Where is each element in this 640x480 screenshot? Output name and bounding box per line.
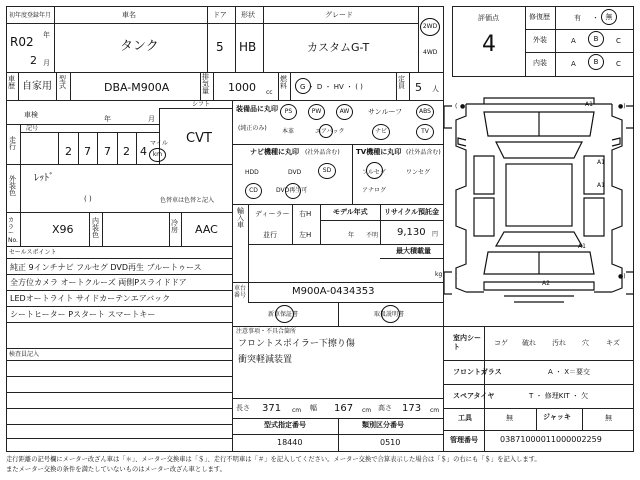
repair-yes: 有 [574, 14, 581, 22]
seat-opt-hole: 穴 [582, 339, 589, 347]
tv-oneseg: ワンセグ [406, 169, 431, 176]
capacity-value: 5 [415, 81, 422, 94]
model-value: DBA-M900A [104, 81, 170, 94]
fuel-selected-circle [295, 78, 311, 94]
exterior-grade-label: 外装 [533, 36, 547, 44]
seat-opt-burn: コゲ [494, 339, 508, 347]
equip-navi: ナビ [374, 128, 387, 135]
damage-mark-3: A1 [597, 182, 605, 189]
exterior-grade-c: C [616, 37, 621, 45]
fullseg-circle [366, 162, 383, 179]
width-value: 167 [334, 403, 354, 414]
first-reg-month: 2 [30, 54, 37, 67]
seat-opt-tear: 破れ [522, 339, 536, 347]
jack-label: ジャッキ [543, 413, 571, 421]
wheel-fr-mark: ●) [618, 103, 626, 110]
frame-value: M900A-0434353 [292, 286, 375, 297]
manual-circle [381, 305, 400, 323]
exterior-grade-a: A [571, 37, 576, 45]
grade-label: グレード [325, 11, 353, 19]
import-dealer: ディーラー [255, 210, 290, 218]
model-year-unit: 年 [348, 232, 355, 239]
displacement-unit: cc [266, 89, 273, 96]
displacement-label: 排気量 [202, 73, 209, 95]
repair-no: 無 [605, 12, 613, 21]
selling-point-line-4: シートヒーター Pスタート スマートキー [10, 310, 156, 319]
month-unit: 月 [43, 59, 50, 67]
model-year-unknown: 不明 [366, 232, 379, 239]
equip-airbag: エアバック [315, 128, 345, 135]
drive-4wd: 4WD [423, 49, 438, 56]
equip-tv: TV [421, 128, 429, 135]
equip-leather: 本革 [282, 128, 295, 135]
model-year-label: モデル年式 [333, 208, 368, 216]
wheel-fl-mark: ( [455, 103, 458, 110]
length-unit: cm [292, 407, 302, 414]
usage-value: 自家用 [22, 81, 52, 92]
mgmt-no: 03871000011000002259 [500, 435, 602, 444]
wheel-rr-mark: ●) [618, 273, 626, 280]
equip-abs-circle [416, 104, 434, 120]
mileage-label: 走行 [9, 136, 16, 151]
damage-mark-1: A1 [585, 101, 593, 108]
frame-label: 車台番号 [234, 285, 247, 299]
nav-dvd-play: DVD再生可 [276, 187, 308, 194]
nav-label: ナビ機種に丸印 [250, 148, 299, 156]
odometer-digit-6: 4 [140, 145, 147, 158]
car-condition-diagram [444, 76, 634, 326]
equip-ps-circle [280, 104, 297, 120]
drive-2wd-circle [420, 18, 440, 36]
equip-sunroof: サンルーフ [368, 108, 403, 116]
height-label: 高さ [378, 404, 392, 412]
drive-2wd: 2WD [422, 23, 438, 30]
equip-navi-circle [372, 124, 390, 140]
damage-mark-4: A2 [542, 280, 550, 287]
equip-ps: PS [284, 108, 293, 115]
height-value: 173 [402, 403, 422, 414]
odometer-digit-3: 7 [84, 145, 91, 158]
interior-grade-c: C [616, 60, 621, 68]
tv-sub: (社外品含む) [406, 149, 441, 156]
wheel-fl-dot: ● [460, 103, 466, 110]
damage-mark-2: A1 [597, 159, 605, 166]
equip-abs: ABS [419, 108, 431, 115]
inspection-year-unit: 年 [104, 115, 111, 123]
selling-point-line-1: 純正 9インチナビ フルセグ DVD再生 ブルートゥース [10, 263, 202, 272]
doors-value: 5 [216, 40, 224, 54]
recycle-value: 9,130 [397, 227, 426, 238]
fuel-options: G ・ D ・ HV ・ ( ) [300, 83, 363, 91]
score-label: 評価点 [478, 14, 499, 22]
repaint-note: 色替車は色替と記入 [160, 197, 215, 204]
exterior-grade-b-circle [588, 31, 604, 47]
inspector-label: 検査員記入 [9, 351, 40, 358]
first-reg-label: 初年度登録年月 [9, 12, 52, 19]
nav-sd: SD [322, 167, 332, 174]
odometer-digit-2: 2 [65, 145, 72, 158]
type-no-value: 18440 [277, 438, 303, 447]
km-circle [149, 148, 166, 162]
model-label: 型式 [59, 75, 66, 90]
spare-label: スペアタイヤ [453, 392, 495, 400]
cooler-value: AAC [195, 223, 218, 236]
year-unit: 年 [43, 31, 50, 39]
length-value: 371 [262, 403, 282, 414]
fuel-label: 燃料 [280, 75, 287, 90]
spare-options: T ・ 修理KIT ・ 欠 [529, 392, 589, 400]
score-value: 4 [482, 32, 496, 57]
length-label: 長さ [236, 404, 250, 412]
exterior-color-paren: ( ) [84, 195, 92, 203]
shift-label: シフト [192, 101, 211, 108]
selling-point-line-3: LEDオートライト サイドカーテンエアバック [10, 294, 171, 303]
car-name: タンク [120, 39, 159, 54]
warranty-label: 新車保証書 [268, 311, 299, 318]
equipment-label: 装備品に丸印 [236, 105, 278, 113]
interior-grade-b-circle [588, 54, 604, 70]
first-reg-era-year: R02 [10, 35, 34, 49]
shift-value: CVT [186, 131, 212, 146]
notes-line-1: フロントスポイラー下擦り傷 [238, 339, 355, 349]
doors-label: ドア [213, 11, 227, 19]
footer-line-1: 走行距離の記号欄にメーター改ざん車は「＊」、メーター交換車は「＄」、走行不明車は「＃」を記入してください。メーター交換で合算表示した場合は「＄」の右にも「＄」を記入します。 [6, 456, 541, 463]
selling-points-label: セールスポイント [9, 249, 57, 256]
mile-label: マイル [150, 140, 168, 147]
seat-opt-stain: 汚れ [552, 339, 566, 347]
selling-point-line-2: 全方位カメラ オートクルーズ 両側Pスライドドア [10, 278, 187, 287]
seat-label: 室内シート [453, 334, 481, 352]
shape-label: 形状 [241, 11, 255, 19]
import-left-h: 左H [299, 231, 312, 239]
manual-label: 取扱説明書 [374, 311, 405, 318]
inspection-month-unit: 月 [148, 115, 155, 123]
record-label: 記号 [26, 125, 39, 132]
max-load-unit: kg [435, 271, 443, 278]
glass-options: A ・ X＝要交 [548, 368, 591, 376]
tools-label: 工具 [458, 414, 472, 422]
width-label: 幅 [310, 404, 317, 412]
notes-label: 注意事項・不具合箇所 [236, 328, 297, 335]
import-label: 輸入車 [237, 207, 244, 229]
height-unit: cm [430, 407, 440, 414]
equip-tv-circle [416, 124, 434, 140]
recycle-unit: 円 [432, 231, 439, 238]
usage-label: 車歴 [8, 75, 15, 90]
max-load-label: 最大積載量 [396, 247, 431, 255]
glass-label: フロントガラス [453, 368, 502, 376]
cooler-label: 冷房 [171, 219, 178, 234]
nav-cd-circle [245, 183, 262, 199]
equip-aw-circle [336, 104, 353, 120]
capacity-unit: 人 [432, 85, 439, 93]
wheel-rl-mark: ( [455, 273, 458, 280]
airbag-circle [319, 124, 333, 138]
interior-grade-label: 内装 [533, 59, 547, 67]
seat-opt-scratch: キズ [606, 339, 620, 347]
repair-label: 修復歴 [529, 13, 550, 21]
interior-color-label: 内装色 [92, 217, 99, 239]
tv-label: TV機種に丸印 [356, 148, 402, 156]
nav-sub: (社外品含む) [305, 149, 340, 156]
repair-sep: ・ [592, 14, 599, 22]
tv-analog: アナログ [362, 187, 387, 194]
equipment-sub: (純正のみ) [238, 125, 267, 132]
tools-value: 無 [506, 414, 513, 422]
warranty-circle [275, 305, 294, 323]
equip-pw-circle [308, 104, 325, 120]
import-parallel: 並行 [263, 231, 277, 239]
odometer-digit-4: 7 [104, 145, 111, 158]
jack-value: 無 [605, 414, 612, 422]
equip-pw: PW [311, 108, 322, 115]
width-unit: cm [362, 407, 372, 414]
odometer-digit-5: 2 [123, 145, 130, 158]
exterior-color-value: ﾚｯﾄﾞ [34, 173, 54, 184]
repair-no-circle [601, 9, 617, 25]
tv-fullseg: フルセグ [362, 169, 386, 176]
shape-value: HB [239, 40, 257, 54]
nav-hdd: HDD [245, 169, 259, 176]
nav-cd: CD [249, 187, 258, 194]
dvd-play-circle [285, 183, 301, 199]
inspection-label: 車検 [24, 111, 38, 119]
class-no-label: 類別区分番号 [362, 421, 404, 429]
type-no-label: 型式指定番号 [264, 421, 306, 429]
displacement-value: 1000 [228, 81, 256, 94]
equip-aw: AW [339, 108, 350, 115]
mgmt-label: 管理番号 [450, 436, 478, 444]
damage-mark-5: A1 [578, 243, 586, 250]
interior-grade-a: A [571, 60, 576, 68]
grade-value: カスタムG-T [307, 41, 370, 54]
color-no-label: カラーNo. [8, 217, 18, 244]
notes-line-2: 衝突軽減装置 [238, 355, 293, 365]
car-name-label: 車名 [122, 11, 136, 19]
recycle-label: リサイクル預託金 [384, 208, 440, 216]
exterior-grade-b: B [593, 34, 599, 43]
import-right-h: 右H [299, 210, 312, 218]
footer-line-2: またメーター交換の条件を満たしていないものはメーター改ざん車とします。 [6, 466, 226, 473]
nav-sd-circle [318, 163, 336, 179]
km-label: km [152, 151, 163, 158]
nav-dvd: DVD [288, 169, 302, 176]
interior-grade-b: B [593, 57, 599, 66]
class-no-value: 0510 [380, 438, 401, 447]
color-no-value: X96 [52, 223, 74, 236]
capacity-label: 定員 [398, 75, 405, 90]
exterior-color-label: 外装色 [9, 175, 16, 197]
